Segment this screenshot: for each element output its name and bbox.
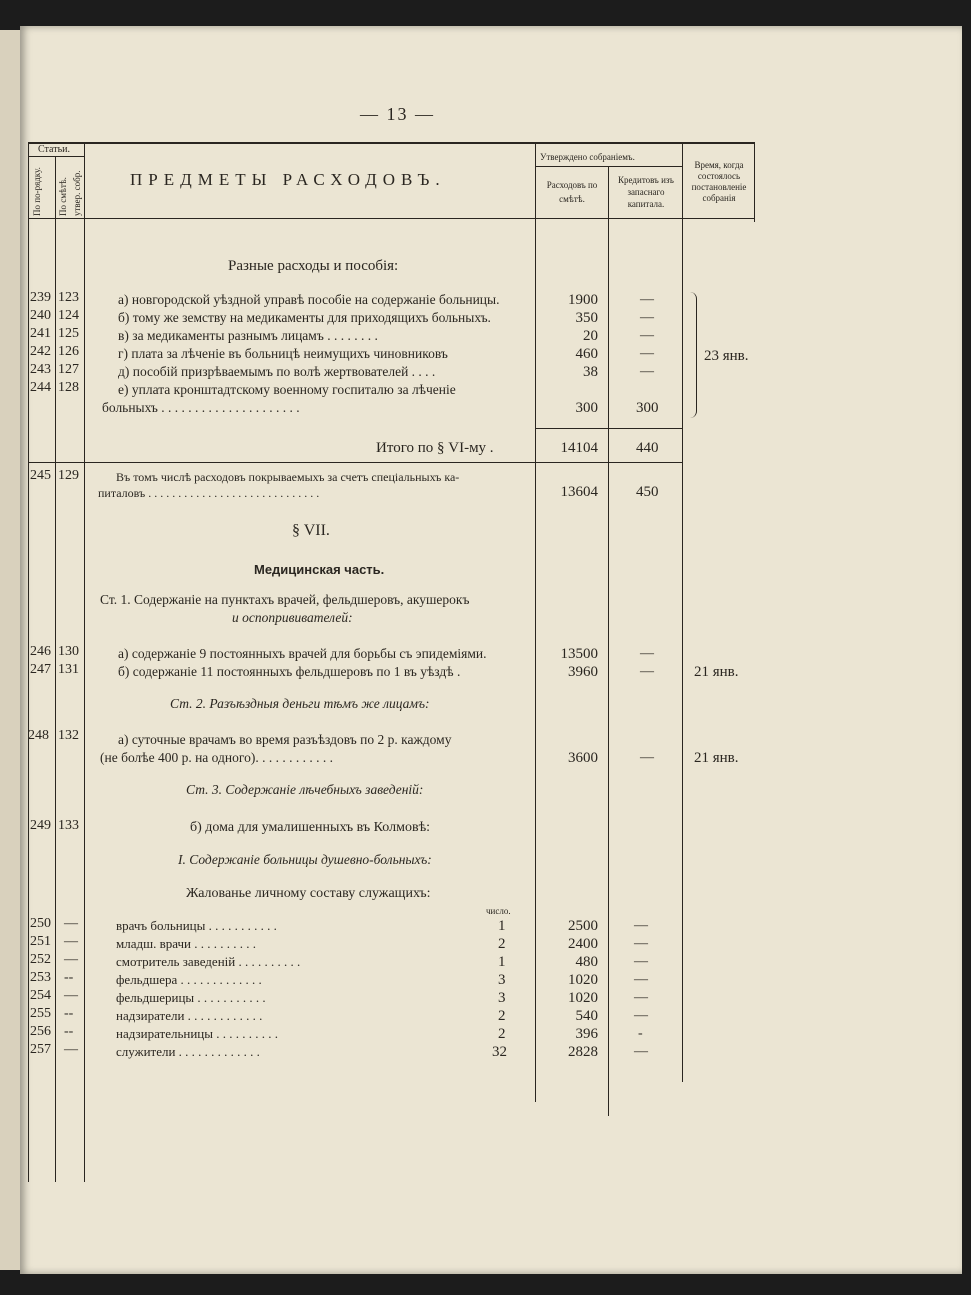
- staff-quantity: 1: [498, 918, 506, 934]
- article1-title-continued: и оспопрививателей:: [232, 610, 353, 625]
- row-number: 240: [30, 308, 51, 323]
- row-expense: 2828: [568, 1044, 598, 1060]
- row-description: Въ томъ числѣ расходовъ покрываемыхъ за счетъ спеціальныхъ ка-: [116, 470, 460, 484]
- staff-position: служители . . . . . . . . . . . . .: [116, 1044, 260, 1059]
- row-expense: 1900: [568, 292, 598, 308]
- row-date: 21 янв.: [694, 664, 739, 680]
- row-number: 246: [30, 644, 51, 659]
- row-expense: 396: [575, 1026, 598, 1042]
- row-estimate-number: 132: [58, 728, 79, 743]
- row-number: 249: [30, 818, 51, 833]
- header-col-utver: утвер. собр.: [72, 170, 82, 216]
- row-credit: —: [640, 364, 654, 379]
- row-credit: —: [640, 328, 654, 343]
- date-bracket: [690, 292, 697, 418]
- row-credit: —: [634, 918, 648, 933]
- row-estimate-number: 130: [58, 644, 79, 659]
- row-credit: —: [634, 1044, 648, 1059]
- header-approved: Утверждено собраніемъ.: [540, 152, 635, 162]
- row-credit: —: [640, 646, 654, 661]
- row-estimate-number: 125: [58, 326, 79, 341]
- row-credit: -: [638, 1026, 643, 1041]
- row-estimate-number: —: [64, 988, 78, 1003]
- header-title: ПРЕДМЕТЫ РАСХОДОВЪ.: [130, 170, 446, 189]
- staff-position: смотритель заведеній . . . . . . . . . .: [116, 954, 301, 969]
- header-time: Время, когда состоялось постановленіе собранія: [691, 160, 747, 203]
- table-top-rule: [28, 142, 754, 144]
- row-expense: 540: [575, 1008, 598, 1024]
- row-expense: 1020: [568, 990, 598, 1006]
- row-credit: —: [634, 936, 648, 951]
- row-credit: —: [640, 664, 654, 679]
- row-number: 244: [30, 380, 51, 395]
- row-description: б) тому же земству на медикаменты для приходящихъ больныхъ.: [118, 310, 491, 325]
- row-expense: 480: [575, 954, 598, 970]
- row-credit: —: [640, 346, 654, 361]
- header-col-smete: По смѣтѣ.: [58, 177, 68, 216]
- row-estimate-number: 133: [58, 818, 79, 833]
- col-divider-2: [84, 142, 85, 1182]
- row-description-continued: (не болѣе 400 р. на одного). . . . . . . . . . . .: [100, 750, 333, 765]
- row-expense: 350: [575, 310, 598, 326]
- staff-position: фельдшерицы . . . . . . . . . . .: [116, 990, 266, 1005]
- row-number: 242: [30, 344, 51, 359]
- row-number: 256: [30, 1024, 51, 1039]
- row-expense: 13604: [560, 484, 598, 500]
- row-description: в) за медикаменты разнымъ лицамъ . . . . . . . .: [118, 328, 378, 343]
- left-border: [28, 142, 29, 1182]
- row-estimate-number: —: [64, 916, 78, 931]
- staff-quantity: 1: [498, 954, 506, 970]
- total-label: Итого по § VI-му .: [376, 440, 494, 456]
- row-number: 239: [30, 290, 51, 305]
- staff-position: младш. врачи . . . . . . . . . .: [116, 936, 256, 951]
- staff-quantity: 2: [498, 1026, 506, 1042]
- total-credit: 440: [636, 440, 659, 456]
- row-number: 254: [30, 988, 51, 1003]
- row-credit: —: [634, 990, 648, 1005]
- bracket-date: 23 янв.: [704, 348, 749, 364]
- row-estimate-number: 129: [58, 468, 79, 483]
- row-estimate-number: 124: [58, 308, 79, 323]
- staff-quantity: 3: [498, 972, 506, 988]
- row-number: 252: [30, 952, 51, 967]
- staff-quantity: 2: [498, 1008, 506, 1024]
- row-date: 21 янв.: [694, 750, 739, 766]
- staff-position: надзирательницы . . . . . . . . . .: [116, 1026, 278, 1041]
- row-expense: 3600: [568, 750, 598, 766]
- row-estimate-number: —: [64, 934, 78, 949]
- section7-heading: § VII.: [292, 522, 330, 539]
- header-bottom-rule: [28, 218, 754, 219]
- col-divider-1: [55, 156, 56, 1182]
- row-expense: 38: [583, 364, 598, 380]
- stati-rule: [28, 156, 84, 157]
- row-description-continued: больныхъ . . . . . . . . . . . . . . . . . . . . .: [102, 400, 300, 415]
- article2-title: Ст. 2. Разъѣздныя деньги тѣмъ же лицамъ:: [170, 696, 430, 711]
- row-description: а) суточные врачамъ во время разъѣздовъ по 2 р. каждому: [118, 732, 452, 747]
- row-estimate-number: --: [64, 1024, 74, 1039]
- row-credit: 300: [636, 400, 659, 416]
- row-number: 257: [30, 1042, 51, 1057]
- section7-subheading: Медицинская часть.: [254, 562, 385, 577]
- row-credit: —: [640, 310, 654, 325]
- row-estimate-number: 126: [58, 344, 79, 359]
- section-rule: [28, 462, 682, 463]
- row-estimate-number: 131: [58, 662, 79, 677]
- row-expense: 2500: [568, 918, 598, 934]
- row-expense: 13500: [560, 646, 598, 662]
- row-credit: —: [634, 1008, 648, 1023]
- subsection-title: I. Содержаніе больницы душевно-больныхъ:: [178, 852, 432, 867]
- row-expense: 460: [575, 346, 598, 362]
- header-col-poryadku: По по-рядку.: [32, 167, 42, 216]
- article1-title: Ст. 1. Содержаніе на пунктахъ врачей, фельдшеровъ, акушерокъ: [100, 592, 470, 607]
- header-expenses: Расходовъ по смѣтѣ.: [546, 180, 598, 204]
- row-number: 245: [30, 468, 51, 483]
- row-number: 253: [30, 970, 51, 985]
- row-expense: 3960: [568, 664, 598, 680]
- row-description: а) новгородской уѣздной управѣ пособіе на содержаніе больницы.: [118, 292, 500, 307]
- row-description: б) дома для умалишенныхъ въ Колмовѣ:: [190, 820, 431, 835]
- staff-position: врачъ больницы . . . . . . . . . . .: [116, 918, 277, 933]
- row-number: 243: [30, 362, 51, 377]
- row-estimate-number: —: [64, 952, 78, 967]
- row-estimate-number: —: [64, 1042, 78, 1057]
- row-credit: —: [640, 750, 654, 765]
- row-estimate-number: --: [64, 970, 74, 985]
- row-description: б) содержаніе 11 постоянныхъ фельдшеровъ по 1 въ уѣздѣ .: [118, 664, 461, 679]
- col-divider-5: [682, 142, 683, 1082]
- row-expense: 300: [575, 400, 598, 416]
- row-credit: 450: [636, 484, 659, 500]
- document-page: [20, 26, 962, 1274]
- subtotal-rule: [535, 428, 682, 429]
- right-border: [754, 142, 755, 222]
- staff-position: надзиратели . . . . . . . . . . . .: [116, 1008, 263, 1023]
- section6-heading: Разные расходы и пособія:: [228, 258, 399, 274]
- row-estimate-number: 128: [58, 380, 79, 395]
- staff-quantity: 32: [492, 1044, 507, 1060]
- article3-title: Ст. 3. Содержаніе лѣчебныхъ заведеній:: [186, 782, 424, 797]
- row-number: 241: [30, 326, 51, 341]
- row-description-continued: питаловъ . . . . . . . . . . . . . . . . . . . . . . . . . . . . .: [98, 486, 320, 500]
- header-stati: Статьи.: [38, 144, 70, 155]
- staff-quantity: 2: [498, 936, 506, 952]
- staff-quantity: 3: [498, 990, 506, 1006]
- staff-position: фельдшера . . . . . . . . . . . . .: [116, 972, 262, 987]
- row-description: а) содержаніе 9 постоянныхъ врачей для борьбы съ эпидеміями.: [118, 646, 487, 661]
- row-credit: —: [634, 954, 648, 969]
- row-description: г) плата за лѣченіе въ больницѣ неимущихъ чиновниковъ: [118, 346, 448, 361]
- salary-heading: Жалованье личному составу служащихъ:: [186, 886, 431, 901]
- row-number: 250: [30, 916, 51, 931]
- col-divider-4: [608, 166, 609, 1116]
- row-description: е) уплата кронштадтскому военному госпиталю за лѣченіе: [118, 382, 456, 397]
- row-number: 248: [28, 728, 49, 743]
- quantity-header: число.: [486, 906, 511, 916]
- page-number: — 13 —: [360, 104, 435, 124]
- row-expense: 2400: [568, 936, 598, 952]
- row-credit: —: [634, 972, 648, 987]
- header-credits: Кредитовъ изъ запаснаго капитала.: [618, 175, 674, 209]
- row-estimate-number: 127: [58, 362, 79, 377]
- row-description: д) пособій призрѣваемымъ по волѣ жертвователей . . . .: [118, 364, 436, 379]
- row-number: 255: [30, 1006, 51, 1021]
- total-expense: 14104: [560, 440, 598, 456]
- row-estimate-number: 123: [58, 290, 79, 305]
- row-number: 251: [30, 934, 51, 949]
- row-number: 247: [30, 662, 51, 677]
- row-expense: 1020: [568, 972, 598, 988]
- row-estimate-number: --: [64, 1006, 74, 1021]
- row-expense: 20: [583, 328, 598, 344]
- row-credit: —: [640, 292, 654, 307]
